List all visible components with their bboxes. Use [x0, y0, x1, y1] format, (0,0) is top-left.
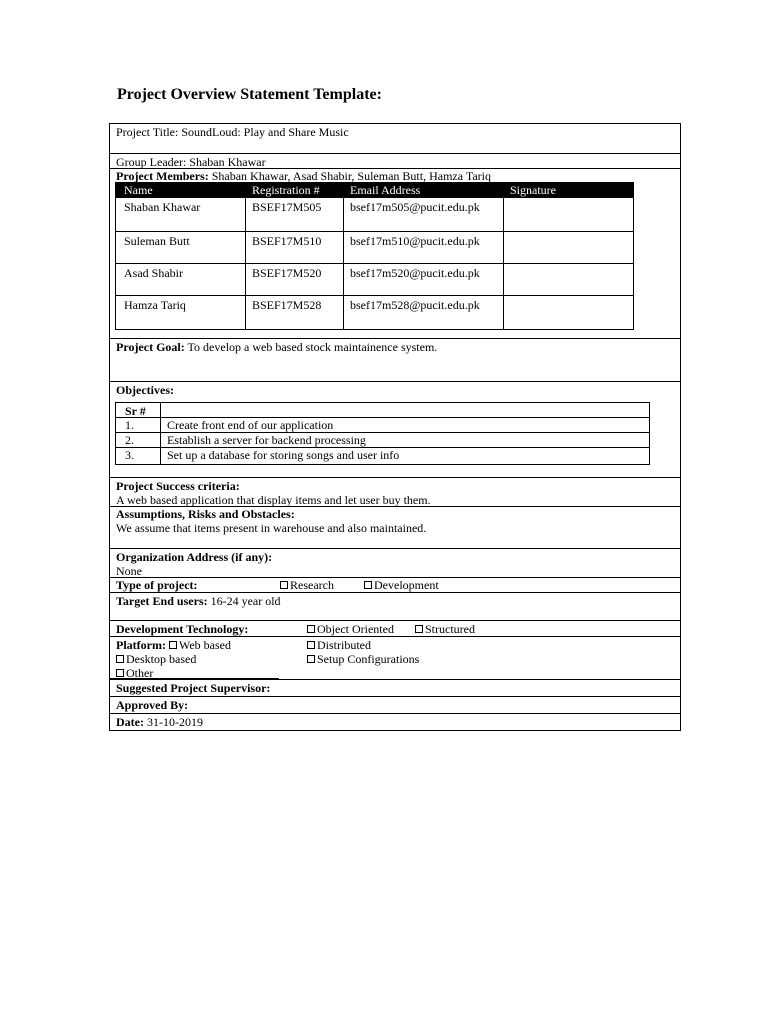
success-criteria-value: A web based application that display items and let user buy them. — [116, 493, 431, 507]
row-divider — [116, 295, 633, 296]
member-email: bsef17m528@pucit.edu.pk — [350, 298, 480, 312]
divider — [110, 636, 680, 637]
overview-form — [109, 123, 681, 731]
organization-label: Organization Address (if any): — [116, 550, 273, 564]
date-value: 31-10-2019 — [146, 715, 203, 729]
divider — [110, 153, 680, 154]
objective-text: Establish a server for backend processing — [167, 433, 366, 447]
divider — [110, 338, 680, 339]
divider — [110, 477, 680, 478]
checkbox-icon[interactable] — [364, 581, 372, 589]
objective-number: 2. — [125, 433, 134, 447]
assumptions-value: We assume that items present in warehouse and also maintained. — [116, 521, 427, 535]
target-users — [116, 594, 281, 608]
checkbox-icon[interactable] — [116, 669, 124, 677]
checkbox-icon[interactable] — [307, 655, 315, 663]
member-email: bsef17m520@pucit.edu.pk — [350, 266, 480, 280]
organization-value: None — [116, 564, 142, 578]
checkbox-icon[interactable] — [169, 641, 177, 649]
objective-number: 1. — [125, 418, 134, 432]
objective-text: Set up a database for storing songs and user info — [167, 448, 400, 462]
member-name: Shaban Khawar — [124, 200, 201, 214]
row-divider — [116, 231, 633, 232]
group-leader: Group Leader: Shaban Khawar — [116, 155, 266, 169]
objectives-label: Objectives: — [116, 383, 174, 397]
checkbox-icon[interactable] — [116, 655, 124, 663]
member-registration: BSEF17M520 — [252, 266, 322, 280]
members-table-header — [116, 183, 633, 198]
member-name: Suleman Butt — [124, 234, 190, 248]
date-label: Date: — [116, 715, 144, 729]
project-members-value: Shaban Khawar, Asad Shabir, Suleman Butt, Hamza Tariq — [211, 169, 491, 183]
project-goal — [116, 340, 437, 354]
divider — [110, 620, 680, 621]
checkbox-icon[interactable] — [415, 625, 423, 633]
platform-other-label: Other — [126, 666, 154, 680]
checkbox-icon[interactable] — [307, 625, 315, 633]
platform-desktop-label: Desktop based — [126, 652, 197, 666]
platform-web[interactable] — [169, 638, 231, 652]
checkbox-icon[interactable] — [307, 641, 315, 649]
divider — [110, 592, 680, 593]
project-members — [116, 169, 491, 183]
technology-structured-label: Structured — [425, 622, 475, 636]
technology-object-oriented-label: Object Oriented — [317, 622, 394, 636]
platform-desktop[interactable] — [116, 652, 196, 666]
page-title: Project Overview Statement Template: — [117, 86, 382, 103]
member-registration: BSEF17M510 — [252, 234, 322, 248]
project-title: Project Title: SoundLoud: Play and Share Music — [116, 125, 349, 139]
assumptions-label: Assumptions, Risks and Obstacles: — [116, 507, 295, 521]
project-members-label: Project Members: — [116, 169, 209, 183]
supervisor-label: Suggested Project Supervisor: — [116, 681, 271, 695]
objective-number: 3. — [125, 448, 134, 462]
column-header-name: Name — [124, 183, 153, 197]
technology-object-oriented[interactable] — [307, 622, 394, 636]
divider — [110, 713, 680, 714]
platform-setup-label: Setup Configurations — [317, 652, 420, 666]
platform-setup[interactable] — [307, 652, 419, 666]
divider — [110, 696, 680, 697]
column-header-registration: Registration # — [252, 183, 320, 197]
platform-distributed-label: Distributed — [317, 638, 371, 652]
target-users-label: Target End users: — [116, 594, 208, 608]
project-type-research-label: Research — [290, 578, 334, 592]
project-type-label: Type of project: — [116, 578, 198, 592]
column-header-email: Email Address — [350, 183, 421, 197]
technology-label: Development Technology: — [116, 622, 249, 636]
success-criteria-label: Project Success criteria: — [116, 479, 240, 493]
approved-by-label: Approved By: — [116, 698, 189, 712]
members-table — [115, 182, 634, 330]
technology-structured[interactable] — [415, 622, 475, 636]
member-registration: BSEF17M528 — [252, 298, 322, 312]
column-header-signature: Signature — [510, 183, 556, 197]
row-divider — [116, 263, 633, 264]
divider — [110, 548, 680, 549]
project-type-research[interactable] — [280, 578, 334, 592]
platform-web-label: Web based — [178, 638, 231, 652]
checkbox-icon[interactable] — [280, 581, 288, 589]
project-goal-value: To develop a web based stock maintainence system. — [187, 340, 438, 354]
target-users-value: 16-24 year old — [210, 594, 281, 608]
member-name: Hamza Tariq — [124, 298, 186, 312]
member-name: Asad Shabir — [124, 266, 183, 280]
platform-distributed[interactable] — [307, 638, 371, 652]
divider — [110, 679, 680, 680]
divider — [110, 381, 680, 382]
date-row — [116, 715, 203, 729]
member-registration: BSEF17M505 — [252, 200, 322, 214]
project-type-development[interactable] — [364, 578, 439, 592]
objectives-header-sr: Sr # — [125, 404, 146, 418]
project-type-development-label: Development — [374, 578, 439, 592]
objective-text: Create front end of our application — [167, 418, 334, 432]
platform-row — [116, 638, 231, 652]
project-goal-label: Project Goal: — [116, 340, 185, 354]
member-email: bsef17m505@pucit.edu.pk — [350, 200, 480, 214]
platform-label: Platform: — [116, 638, 166, 652]
member-email: bsef17m510@pucit.edu.pk — [350, 234, 480, 248]
objectives-table — [115, 402, 650, 465]
column-divider — [160, 403, 161, 464]
